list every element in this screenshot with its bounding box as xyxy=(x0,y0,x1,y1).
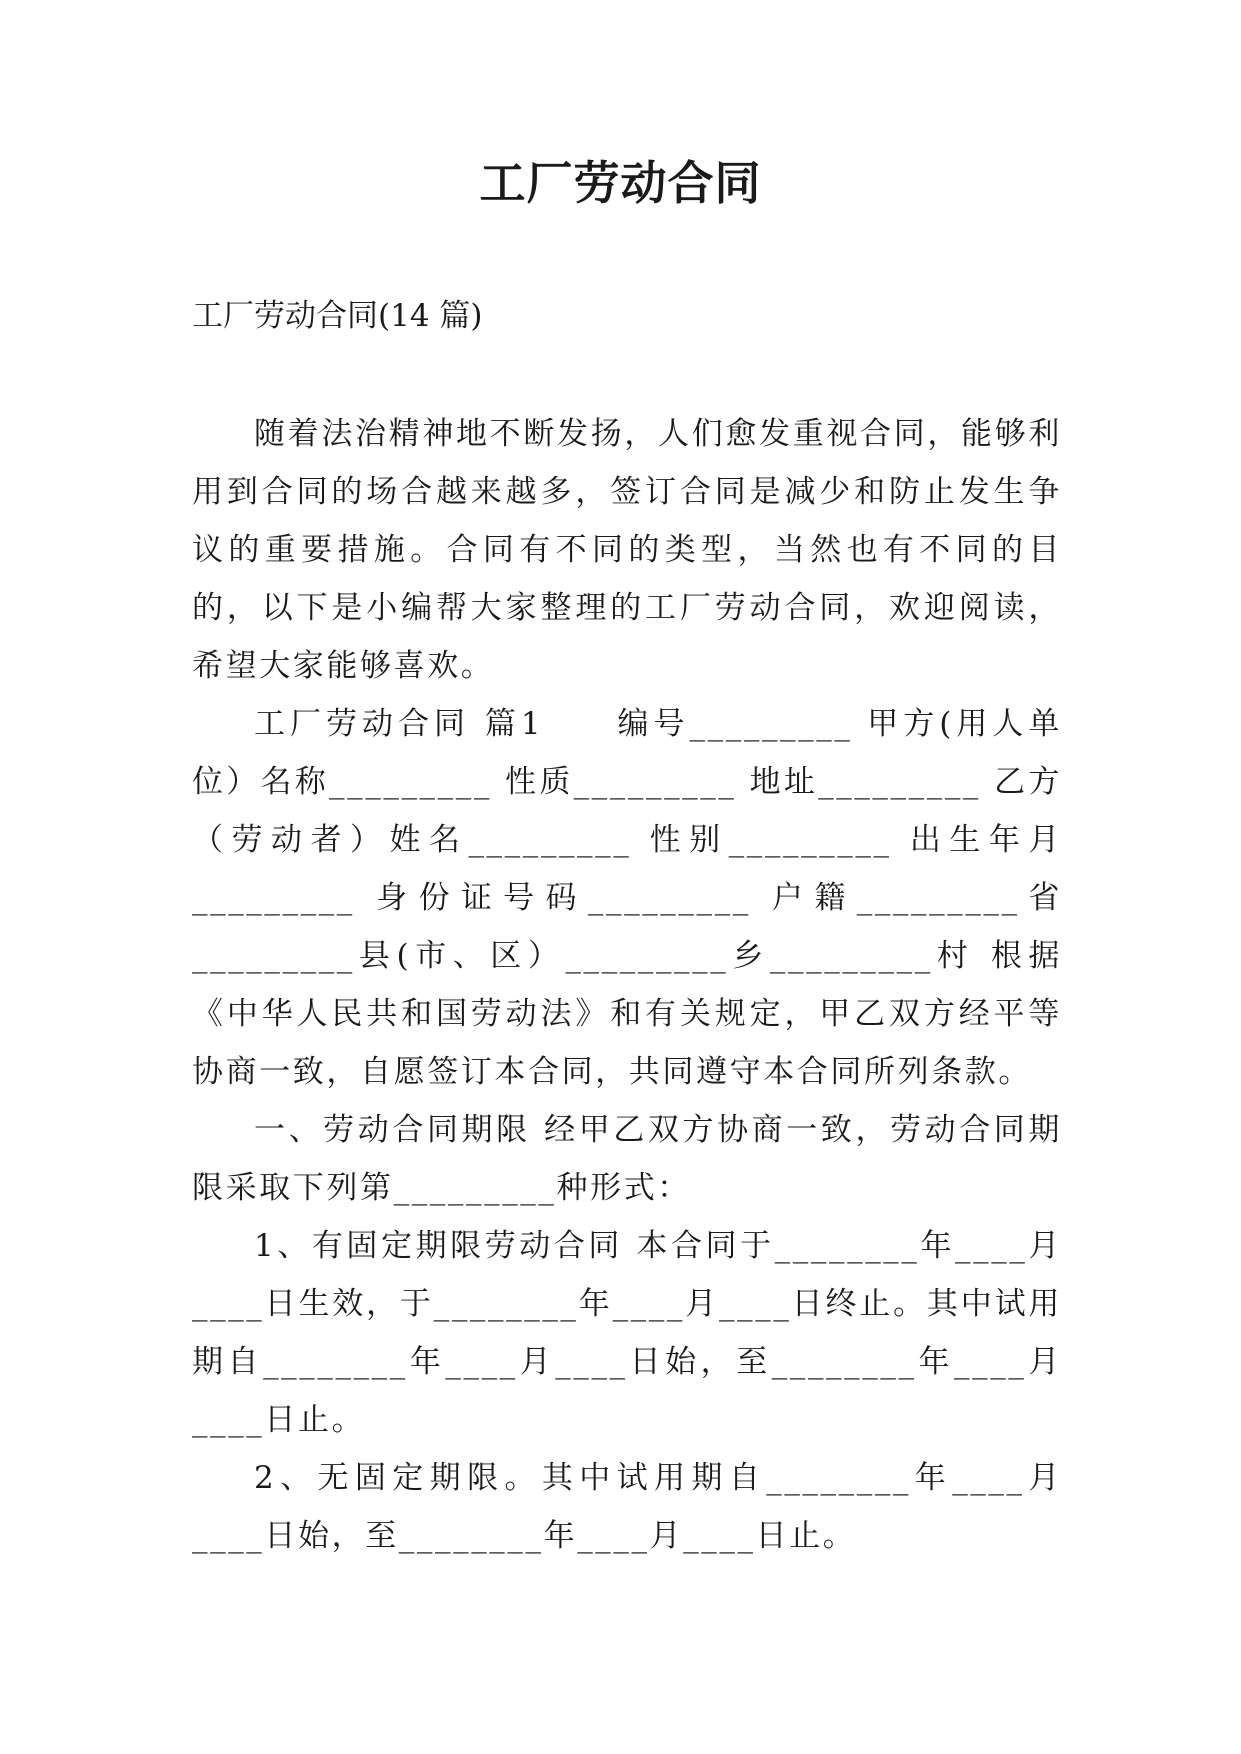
fixed-term-paragraph: 1、有固定期限劳动合同 本合同于________年____月____日生效，于________年____月____日终止。其中试用期自________年____月____日始，至________年____月____日止。 xyxy=(192,1228,1062,1438)
document-title: 工厂劳动合同 xyxy=(479,156,762,210)
contract-header-paragraph: 工厂劳动合同 篇1 编号_________ 甲方(用人单位）名称_________ 性质_________ 地址_________ 乙方（劳动者）姓名_________ 性别_________ 出生年月_________ 身份证号码_________ 户籍_________省_________县(市、区）_________乡_________村 根据《中华人民共和国劳动法》和有关规定，甲乙双方经平等协商一致，自愿签订本合同，共同遵守本合同所列条款。 xyxy=(192,706,1062,1090)
open-term-paragraph: 2、无固定期限。其中试用期自________年____月____日始，至________年____月____日止。 xyxy=(192,1460,1062,1554)
document-subtitle: 工厂劳动合同(14 篇) xyxy=(192,298,483,334)
document-body xyxy=(192,405,1062,1565)
contract-term-paragraph: 一、劳动合同期限 经甲乙双方协商一致，劳动合同期限采取下列第_________种形式： xyxy=(192,1112,1062,1206)
intro-paragraph: 随着法治精神地不断发扬，人们愈发重视合同，能够利用到合同的场合越来越多，签订合同是减少和防止发生争议的重要措施。合同有不同的类型，当然也有不同的目的，以下是小编帮大家整理的工厂劳动合同，欢迎阅读，希望大家能够喜欢。 xyxy=(192,416,1062,684)
